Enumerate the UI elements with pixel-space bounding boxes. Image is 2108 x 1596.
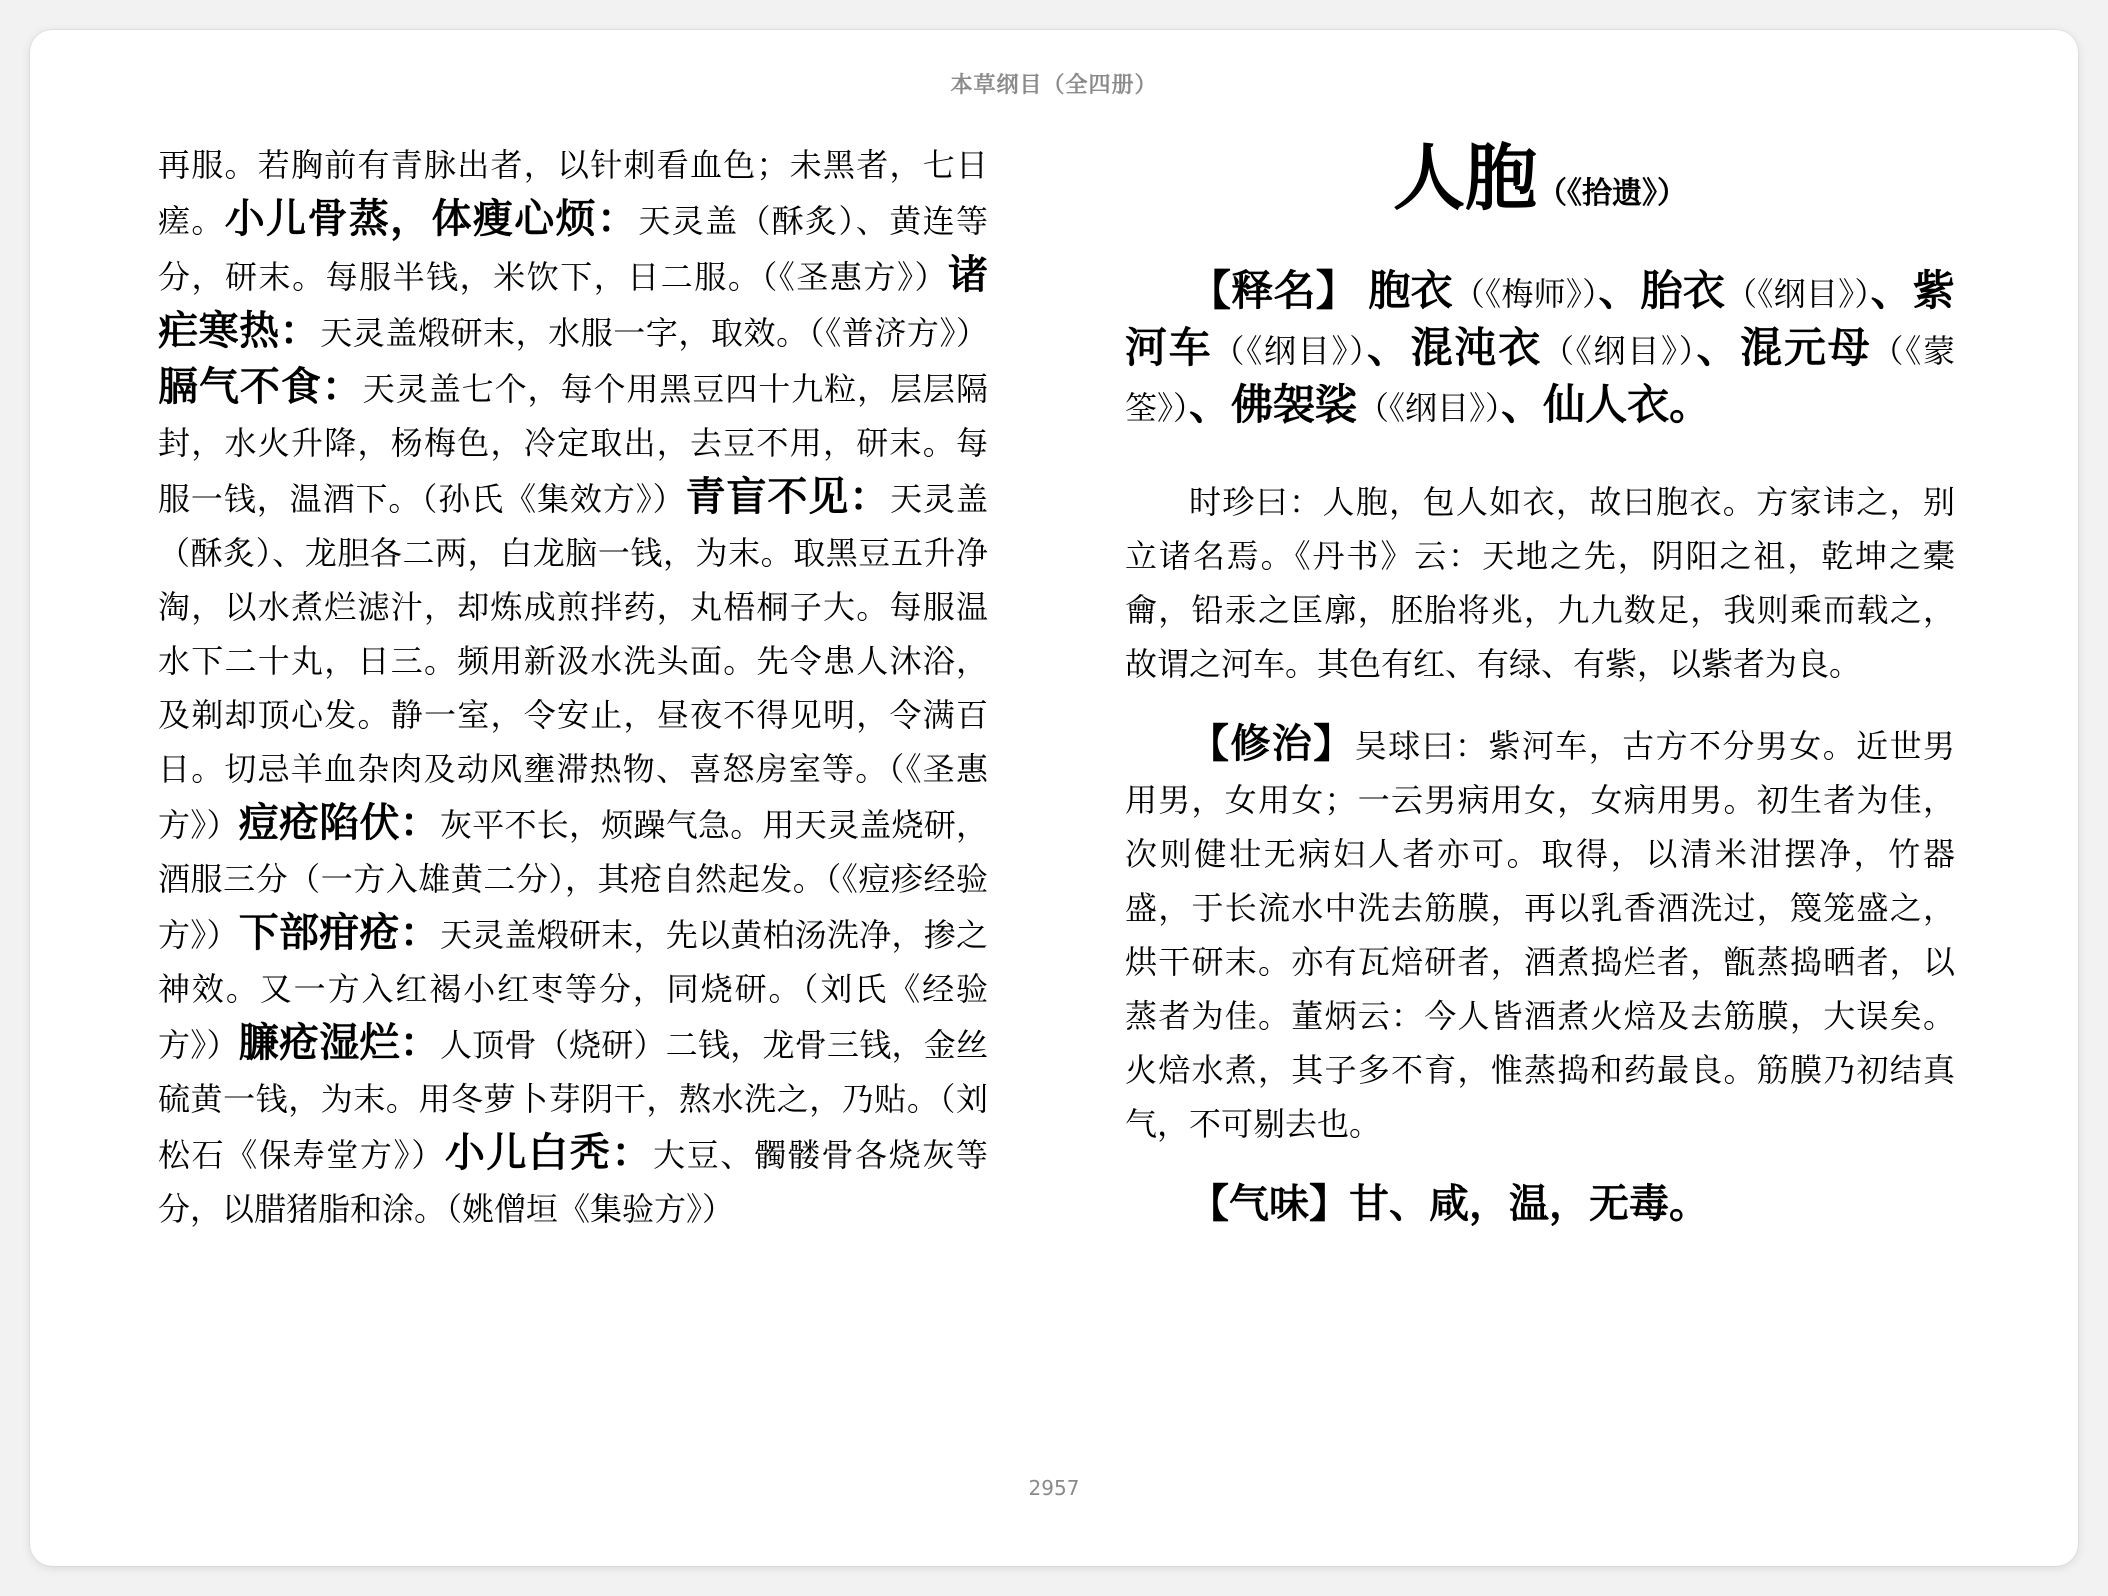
prescription-heading: 臁疮湿烂：: [238, 1020, 440, 1066]
alias-name: 紫河车: [1125, 266, 1955, 372]
name-separator: 、: [1696, 323, 1741, 372]
name-separator: 、: [1598, 266, 1641, 315]
alias-name: 胞衣: [1368, 266, 1453, 315]
alias-name: 佛袈裟: [1231, 380, 1358, 429]
book-title: 本草纲目（全四册）: [950, 73, 1158, 98]
prescription-text: 人顶骨（烧研）二钱，龙骨三钱，金丝硫黄一钱，为末。用冬萝卜芽阴干，熬水洗之，乃贴。（刘松石《保寿堂方》）: [158, 1026, 988, 1174]
prescription-heading: 下部疳疮：: [238, 910, 440, 956]
entry-title-source: （《拾遗》）: [1537, 176, 1687, 211]
name-separator: 、: [1870, 266, 1913, 315]
left-page-text: [158, 138, 988, 1236]
name-separator: 、: [1501, 380, 1544, 429]
entry-title-main: 人胞: [1392, 136, 1537, 220]
right-page-text: [1125, 138, 1955, 1233]
prescription-text: 天灵盖煅研末，水服一字，取效。（《普济方》）: [320, 314, 988, 352]
alias-source: （《纲目》）: [1212, 332, 1367, 370]
prescription-text: 大豆、髑髅骨各烧灰等分，以腊猪脂和涂。（姚僧垣《集验方》）: [158, 1136, 988, 1228]
name-separator: 、: [1189, 380, 1232, 429]
alias-source: （《蒙筌》）: [1125, 332, 1955, 427]
prescription-text: 天灵盖煅研末，先以黄柏汤洗净，掺之神效。又一方入红褐小红枣等分，同烧研。（刘氏《经验方》）: [158, 916, 988, 1064]
entry-title: [1125, 138, 1955, 234]
prescription-text: 灰平不长，烦躁气急。用天灵盖烧研，酒服三分（一方入雄黄二分），其疮自然起发。（《痘疹经验方》）: [158, 806, 988, 954]
prescription-text: 天灵盖（酥炙）、龙胆各二两，白龙脑一钱，为末。取黑豆五升净淘，以水煮烂滤汁，却炼成煎拌药，丸梧桐子大。每服温水下二十丸，日三。频用新汲水洗头面。先令患人沐浴，及剃却顶心发。静一室，令安止，昼夜不得见明，令满百日。切忌羊血杂肉及动风壅滞热物、喜怒房室等。（《圣惠方》）: [158, 480, 988, 844]
prescription-heading: 膈气不食：: [158, 364, 363, 410]
qiwei-label: 【气味】: [1189, 1181, 1349, 1227]
prescription-text: 天灵盖七个，每个用黑豆四十九粒，层层隔封，水火升降，杨梅色，冷定取出，去豆不用，研末。每服一钱，温酒下。（孙氏《集效方》）: [158, 370, 988, 518]
alias-source: （《梅师》）: [1452, 275, 1599, 313]
alias-name: 胎衣: [1640, 266, 1726, 315]
names-section: [1125, 264, 1955, 435]
qiwei-text: 甘、咸，温，无毒。: [1349, 1181, 1709, 1227]
xiuzhi-label: 【修治】: [1189, 721, 1355, 767]
xiuzhi-text: 吴球曰：紫河车，古方不分男女。近世男用男，女用女；一云男病用女，女病用男。初生者为佳，次则健壮无病妇人者亦可。取得，以清米泔摆净，竹器盛，于长流水中洗去筋膜，再以乳香酒洗过，篾笼盛之，烘干研末。亦有瓦焙研者，酒煮捣烂者，甑蒸捣晒者，以蒸者为佳。董炳云：今人皆酒煮火焙及去筋膜，大误矣。火焙水煮，其子多不育，惟蒸捣和药最良。筋膜乃初结真气，不可剔去也。: [1125, 727, 1955, 1143]
prescription-text: 天灵盖（酥炙）、黄连等分，研末。每服半钱，米饮下，日二服。（《圣惠方》）: [158, 202, 988, 296]
prescription-heading: 小儿骨蒸，体瘦心烦：: [224, 196, 639, 242]
names-label: 【释名】: [1189, 266, 1358, 315]
page-number: 2957: [1028, 1476, 1080, 1500]
xiuzhi-section: [1125, 717, 1955, 1151]
alias-source: （《纲目》）: [1541, 332, 1697, 370]
alias-source: （《纲目》）: [1725, 275, 1871, 313]
qiwei-section: [1125, 1177, 1955, 1233]
name-separator: 、: [1366, 323, 1411, 372]
prescription-text: 再服。若胸前有青脉出者，以针刺看血色；未黑者，七日瘥。: [158, 146, 988, 240]
alias-name: 仙人衣。: [1543, 380, 1712, 429]
prescription-heading: 小儿白秃：: [444, 1130, 654, 1176]
alias-name: 混元母: [1740, 323, 1872, 372]
prescription-heading: 痘疮陷伏：: [238, 800, 440, 846]
prescription-heading: 青盲不见：: [685, 474, 891, 520]
reader-window: [30, 30, 2078, 1566]
prescription-heading: 诸疟寒热：: [158, 252, 988, 354]
alias-name: 混沌衣: [1410, 323, 1542, 372]
shizhen-paragraph: 时珍曰：人胞，包人如衣，故曰胞衣。方家讳之，别立诸名焉。《丹书》云：天地之先，阴阳之祖，乾坤之橐龠，铅汞之匡廓，胚胎将兆，九九数足，我则乘而载之，故谓之河车。其色有红、有绿、有紫，以紫者为良。: [1125, 483, 1955, 683]
alias-source: （《纲目》）: [1357, 389, 1502, 427]
left-paragraph: [158, 138, 988, 1236]
